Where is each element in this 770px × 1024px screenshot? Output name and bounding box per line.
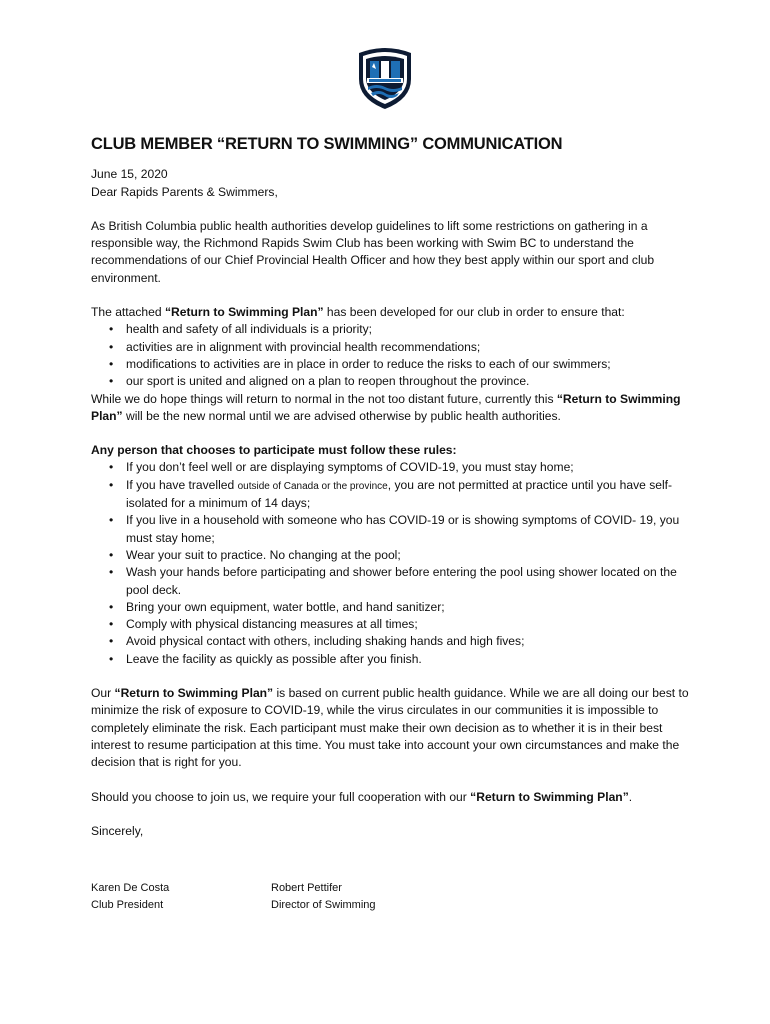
signatory-name: Karen De Costa: [91, 882, 170, 894]
list-item: • If you live in a household with someone who has COVID-19 or is showing symptoms of COVID- 19, you must stay home;: [91, 512, 691, 547]
closing: Sincerely,: [91, 823, 144, 838]
plan-goals-list: [91, 321, 691, 390]
cooperation-paragraph: Should you choose to join us, we require your full cooperation with our “Return to Swimming Plan”.: [91, 789, 633, 804]
rules-section: [91, 442, 691, 668]
list-item: • If you don’t feel well or are displaying symptoms of COVID-19, you must stay home;: [91, 459, 691, 476]
rules-heading: Any person that chooses to participate must follow these rules:: [91, 443, 457, 458]
signatory-role: Director of Swimming: [271, 898, 376, 911]
list-item: • activities are in alignment with provincial health recommendations;: [91, 339, 691, 356]
plan-name: “Return to Swimming Plan”: [470, 789, 629, 804]
plan-section: [91, 304, 691, 425]
signatory-director: [271, 880, 376, 913]
guidance-paragraph: Our “Return to Swimming Plan” is based on current public health guidance. While we are all doing our best to minimize the risk of exposure to COVID-19, while the virus circulates in our communities it is impossible to completely eliminate the risk. Each participant must make their own decision as to whether it is in their best interest to resume participation at this time. You must take into account your own circumstances and make the decision that is right for you.: [91, 686, 689, 770]
salutation: Dear Rapids Parents & Swimmers,: [91, 184, 278, 199]
list-item: • our sport is united and aligned on a plan to reopen throughout the province.: [91, 373, 691, 390]
signatory-role: Club President: [91, 898, 164, 911]
plan-intro: The attached “Return to Swimming Plan” has been developed for our club in order to ensure that:: [91, 305, 625, 320]
list-item: • Leave the facility as quickly as possible after you finish.: [91, 651, 691, 668]
list-item: • If you have travelled outside of Canada or the province, you are not permitted at practice until you have self-isolated for a minimum of 14 days;: [91, 477, 691, 513]
signatory-name: Robert Pettifer: [271, 882, 342, 894]
intro-paragraph: As British Columbia public health authorities develop guidelines to lift some restrictions on gathering in a responsible way, the Richmond Rapids Swim Club has been working with Swim BC to understand the recommendations of our Chief Provincial Health Officer and how they best apply within our sport and club environment.: [91, 218, 655, 285]
letter-date: June 15, 2020: [91, 167, 168, 182]
letter-body: [91, 136, 691, 857]
plan-closing: While we do hope things will return to normal in the not too distant future, currently this “Return to Swimming Plan” will be the new normal until we are advised otherwise by public health authorities.: [91, 391, 681, 423]
plan-name: “Return to Swimming Plan”: [91, 391, 681, 423]
club-crest-logo: [355, 45, 415, 111]
plan-name: “Return to Swimming Plan”: [164, 305, 324, 320]
list-item: • Bring your own equipment, water bottle, and hand sanitizer;: [91, 599, 691, 616]
list-item: • Comply with physical distancing measures at all times;: [91, 616, 691, 633]
list-item: • health and safety of all individuals is a priority;: [91, 321, 691, 338]
signatory-president: [91, 880, 169, 913]
rules-list: [91, 459, 691, 668]
list-item: • Avoid physical contact with others, including shaking hands and high fives;: [91, 633, 691, 650]
list-item: • modifications to activities are in place in order to reduce the risks to each of our swimmers;: [91, 356, 691, 373]
plan-name: “Return to Swimming Plan”: [114, 686, 274, 701]
list-item: • Wear your suit to practice. No changing at the pool;: [91, 547, 691, 564]
list-item: • Wash your hands before participating and shower before entering the pool using shower located on the pool deck.: [91, 564, 691, 599]
letter-title: CLUB MEMBER “RETURN TO SWIMMING” COMMUNICATION: [91, 135, 563, 153]
